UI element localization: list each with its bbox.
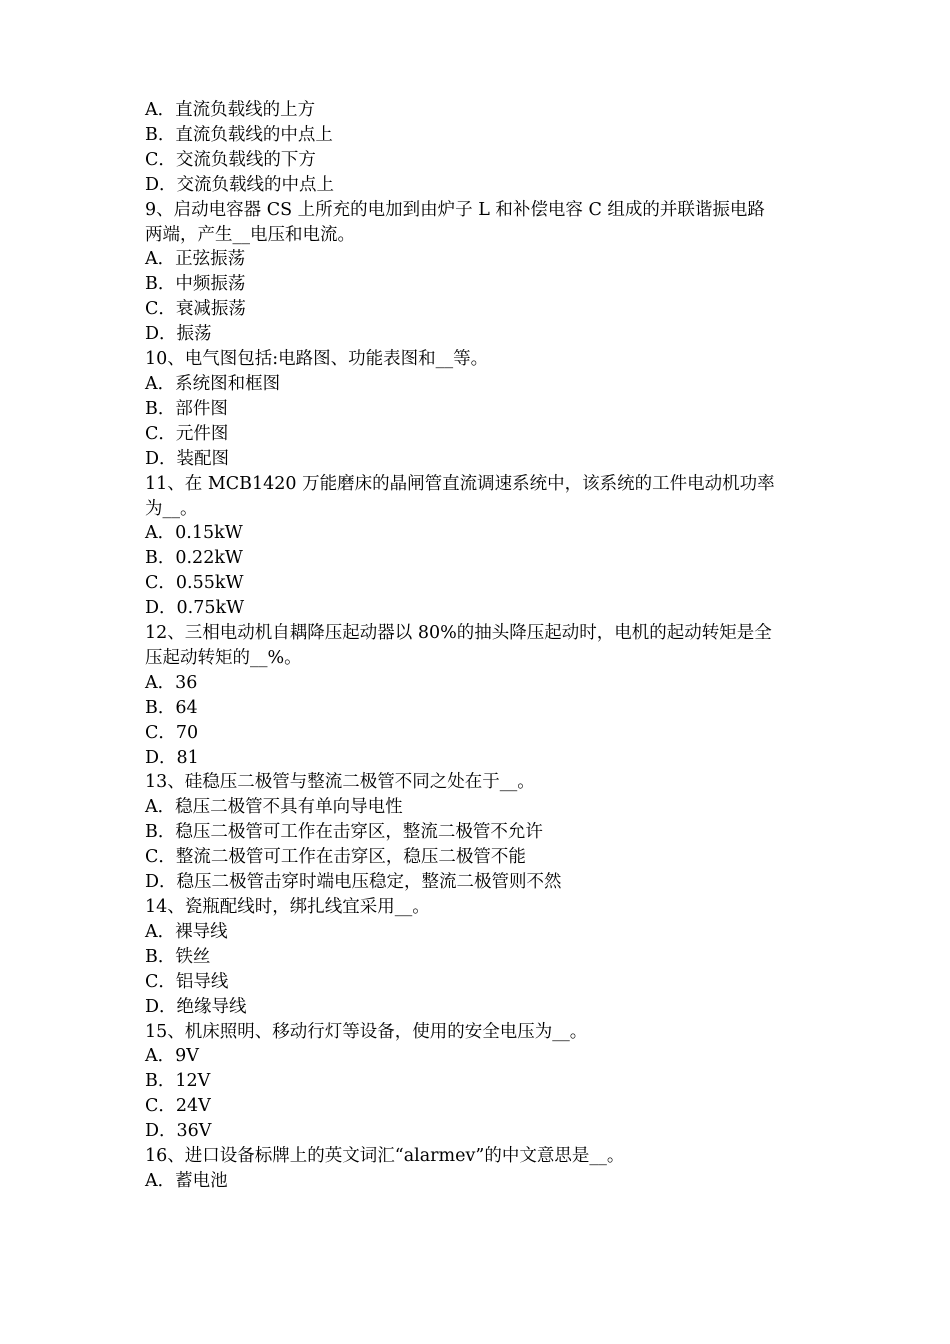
question-line: 11、在 MCB1420 万能磨床的晶闸管直流调速系统中，该系统的工件电动机功率 bbox=[145, 473, 775, 494]
option-line: D．稳压二极管击穿时端电压稳定，整流二极管则不然 bbox=[145, 872, 562, 893]
option-line: A．36 bbox=[145, 672, 198, 693]
option-line: A．0.15kW bbox=[145, 523, 243, 544]
option-line: D．36V bbox=[145, 1121, 212, 1142]
option-line: C．元件图 bbox=[145, 423, 229, 444]
option-line: A．稳压二极管不具有单向导电性 bbox=[145, 797, 403, 818]
option-line: A．直流负载线的上方 bbox=[145, 100, 316, 120]
question-line: 两端，产生__电压和电流。 bbox=[145, 224, 355, 245]
option-line: B．12V bbox=[145, 1071, 211, 1092]
option-line: B．部件图 bbox=[145, 398, 228, 419]
question-line: 15、机床照明、移动行灯等设备，使用的安全电压为__。 bbox=[145, 1021, 588, 1042]
option-line: D．81 bbox=[145, 747, 199, 768]
option-line: D．0.75kW bbox=[145, 598, 245, 619]
question-line: 10、电气图包括:电路图、功能表图和__等。 bbox=[145, 349, 489, 370]
question-line: 14、瓷瓶配线时，绑扎线宜采用__。 bbox=[145, 897, 430, 917]
option-line: B．中频振荡 bbox=[145, 274, 246, 295]
question-line: 压起动转矩的__%。 bbox=[145, 647, 302, 668]
option-line: D．振荡 bbox=[145, 324, 212, 345]
option-line: C．衰减振荡 bbox=[145, 299, 246, 320]
option-line: C．交流负载线的下方 bbox=[145, 149, 316, 170]
question-line: 13、硅稳压二极管与整流二极管不同之处在于__。 bbox=[145, 772, 535, 793]
option-line: D．装配图 bbox=[145, 448, 230, 469]
question-line: 16、进口设备标牌上的英文词汇“alarmev”的中文意思是__。 bbox=[145, 1146, 625, 1167]
option-line: A．正弦振荡 bbox=[145, 249, 246, 270]
option-line: D．交流负载线的中点上 bbox=[145, 174, 335, 195]
option-line: B．稳压二极管可工作在击穿区，整流二极管不允许 bbox=[145, 822, 543, 843]
option-line: C．0.55kW bbox=[145, 573, 244, 594]
question-line: 9、启动电容器 CS 上所充的电加到由炉子 L 和补偿电容 C 组成的并联谐振电路 bbox=[145, 199, 765, 220]
option-line: B．铁丝 bbox=[145, 946, 211, 967]
option-line: B．直流负载线的中点上 bbox=[145, 124, 333, 145]
option-line: D．绝缘导线 bbox=[145, 996, 247, 1017]
question-line: 为__。 bbox=[145, 498, 198, 519]
option-line: C．铝导线 bbox=[145, 971, 229, 992]
option-line: A．系统图和框图 bbox=[145, 373, 281, 394]
option-line: B．64 bbox=[145, 697, 198, 718]
option-line: A．9V bbox=[145, 1046, 199, 1067]
option-line: A．蓄电池 bbox=[145, 1170, 228, 1191]
option-line: A．裸导线 bbox=[145, 921, 228, 942]
option-line: C．24V bbox=[145, 1096, 211, 1117]
option-line: B．0.22kW bbox=[145, 548, 243, 569]
option-line: C．70 bbox=[145, 722, 199, 743]
question-text-block bbox=[145, 98, 810, 1194]
question-line: 12、三相电动机自耦降压起动器以 80%的抽头降压起动时，电机的起动转矩是全 bbox=[145, 623, 772, 644]
option-line: C．整流二极管可工作在击穿区，稳压二极管不能 bbox=[145, 847, 526, 868]
